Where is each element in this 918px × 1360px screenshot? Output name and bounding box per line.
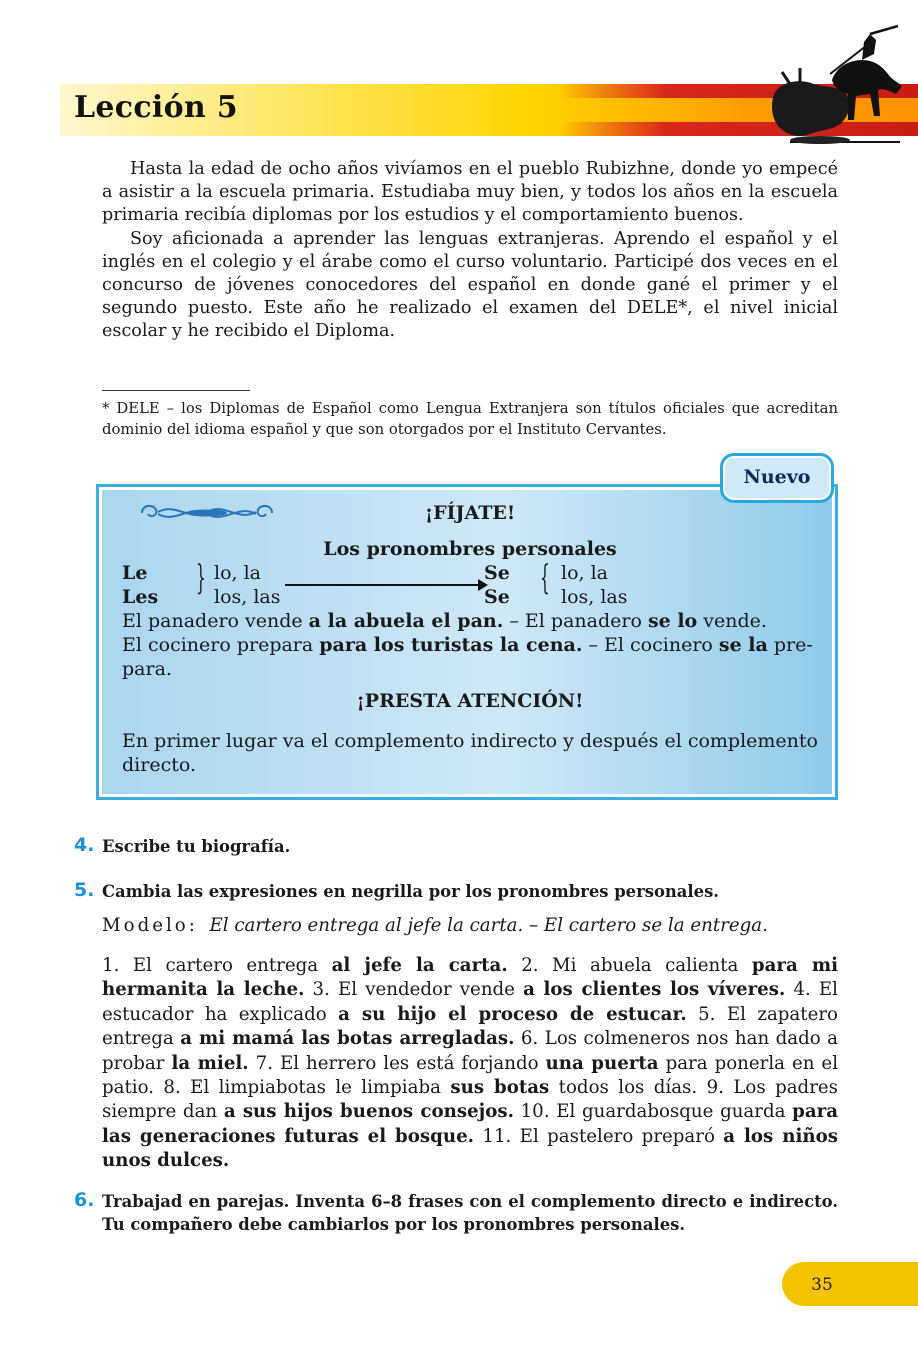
- exercise-5-instruction: Cambia las expresiones en negrilla por los pronombres personales.: [102, 882, 720, 901]
- item-7-bold: una puerta: [545, 1052, 659, 1074]
- item-9-bold: a sus hijos buenos consejos.: [223, 1101, 514, 1123]
- lesson-title: Lección 5: [74, 90, 238, 125]
- exercise-5-items: [102, 954, 838, 1174]
- don-quixote-emblem-icon: [770, 24, 910, 152]
- pronoun-se-2: Se: [484, 586, 510, 608]
- item-11-bold: a los niños unos dulces.: [102, 1125, 838, 1172]
- example-1-text-a: El panadero vende: [122, 610, 309, 632]
- item-11-text: 11. El pastelero preparó: [473, 1125, 724, 1147]
- pronoun-le: Le: [122, 562, 148, 584]
- exercise-4-number: 4.: [74, 834, 95, 856]
- example-2-text-c: pre-: [767, 634, 813, 656]
- item-5-bold: a mi mamá las botas arregladas.: [180, 1028, 515, 1050]
- example-1-bold-b: se lo: [647, 610, 698, 632]
- footnote: * DELE – los Diplomas de Español como Lengua Extranjera son títulos oficiales que acreditan dominio del idioma español y que son otorgados por el Instituto Cervantes.: [102, 400, 838, 438]
- example-1-bold-a: a la abuela el pan.: [308, 610, 504, 632]
- pronoun-lo-la-right: lo, la: [561, 562, 608, 584]
- exercise-6-number: 6.: [74, 1189, 95, 1211]
- item-6-text: 6. Los colmeneros nos han dado a probar: [102, 1028, 839, 1074]
- reading-paragraph-1: Hasta la edad de ocho años vivíamos en el pueblo Rubizhne, donde yo empecé a asistir a la escuela primaria. Estudiaba muy bien, y todos los años en la escuela primaria recibía diplomas por los estudios y el comportamiento buenos.: [102, 159, 838, 226]
- example-2-text-a: El cocinero prepara: [122, 634, 320, 656]
- item-3-bold: a los clientes los víveres.: [523, 979, 786, 1001]
- brace-left-icon: {: [540, 558, 550, 598]
- item-1-text: 1. El cartero entrega: [102, 955, 332, 976]
- pronoun-los-las-right: los, las: [561, 586, 628, 608]
- model-example: El cartero entrega al jefe la carta. – El cartero se la entrega.: [209, 915, 768, 936]
- item-4-text: 4. El estucador ha explicado: [102, 979, 838, 1025]
- nuevo-label: Nuevo: [743, 466, 811, 488]
- item-8-text: 8. El limpiabotas le limpiaba: [154, 1077, 451, 1099]
- brace-right-icon: }: [196, 558, 206, 598]
- item-2-text: 2. Mi abuela calienta: [507, 955, 752, 976]
- exercise-6-instruction: Trabajad en parejas. Inventa 6–8 frases con el complemento directo e indirecto. Tu compañero debe cambiarlos por los pronombres personales.: [102, 1192, 838, 1234]
- item-9-text: 9. Los padres siempre dan: [102, 1077, 838, 1123]
- footnote-rule: [102, 390, 250, 391]
- example-1-text-b: – El panadero: [503, 610, 648, 632]
- pronoun-se-1: Se: [484, 562, 510, 584]
- item-7-text: 7. El herrero les está forjando: [248, 1052, 546, 1074]
- example-2-bold-a: para los turistas la cena.: [319, 634, 583, 656]
- item-4-bold: a su hijo el proceso de estucar.: [338, 1003, 687, 1025]
- example-2-text-b: – El cocinero: [582, 634, 719, 656]
- attention-text: En primer lugar va el complemento indirecto y después el complemento directo.: [122, 730, 818, 776]
- attention-heading: ¡PRESTA ATENCIÓN!: [356, 690, 584, 712]
- box-example-2: [122, 633, 832, 657]
- reading-text: [102, 158, 838, 344]
- item-6-bold: la miel.: [171, 1052, 249, 1074]
- item-10-text: 10. El guardabosque guarda: [513, 1101, 793, 1123]
- item-3-text: 3. El vendedor vende: [304, 979, 524, 1001]
- exercise-4-instruction: Escribe tu biografía.: [102, 837, 291, 856]
- item-2-bold: para mi hermanita la leche.: [102, 955, 838, 1001]
- arrow-line: [285, 584, 481, 586]
- item-7-tail: para ponerla en el patio.: [102, 1052, 839, 1099]
- box-subheading: Los pronombres personales: [323, 538, 617, 560]
- item-10-bold: para las generaciones futuras el bosque.: [102, 1101, 838, 1147]
- item-8-bold: sus botas: [450, 1077, 550, 1099]
- model-label: Modelo:: [102, 915, 198, 936]
- item-5-text: 5. El zapatero entrega: [102, 1003, 838, 1050]
- example-2-bold-b: se la: [718, 634, 768, 656]
- box-heading: ¡FÍJATE!: [424, 502, 516, 524]
- pronoun-lo-la-left: lo, la: [214, 562, 261, 584]
- item-8-tail: todos los días.: [549, 1077, 698, 1099]
- exercise-5-number: 5.: [74, 879, 95, 901]
- box-example-2-cont: para.: [122, 658, 172, 680]
- box-example-1: [122, 609, 822, 633]
- pronoun-les: Les: [122, 586, 159, 608]
- page-number: 35: [811, 1275, 833, 1295]
- example-1-text-c: vende.: [697, 610, 767, 632]
- item-1-bold: al jefe la carta.: [331, 955, 508, 976]
- pronoun-los-las-left: los, las: [214, 586, 281, 608]
- reading-paragraph-2: Soy aficionada a aprender las lenguas extranjeras. Aprendo el español y el inglés en el colegio y el árabe como el curso voluntario. Participé dos veces en el concurso de jóvenes conocedores del español en donde gané el primer y el segundo puesto. Este año he realizado el examen del DELE*, el nivel inicial escolar y he recibido el Diploma.: [102, 228, 838, 342]
- exercise-5-model: [102, 914, 838, 937]
